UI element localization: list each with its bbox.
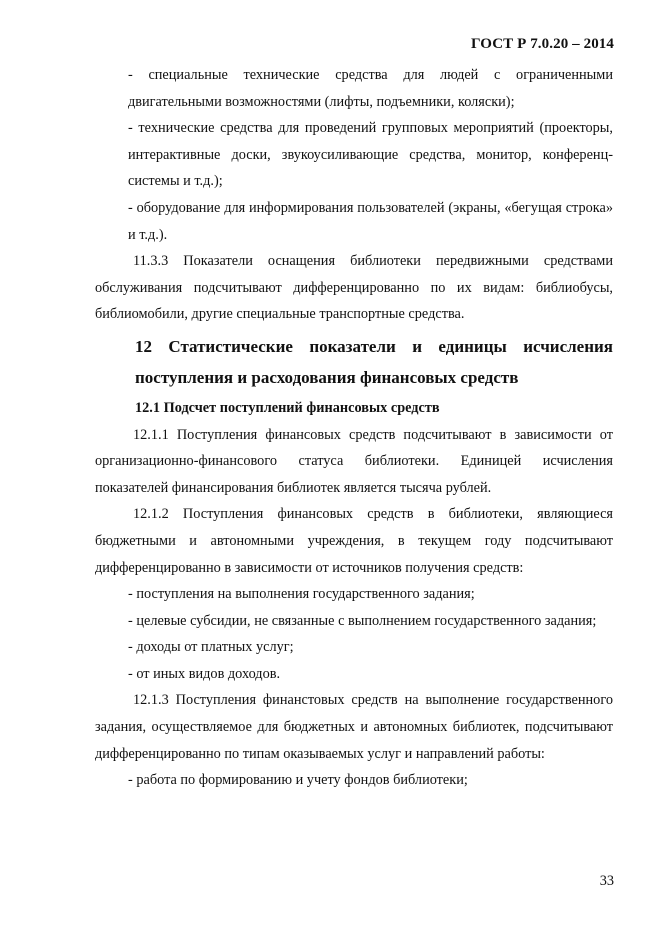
document-body [95, 62, 613, 794]
list-item-lifts: - специальные технические средства для людей с ограниченными двигательными возможностями (лифты, подъемники, коляски); [128, 67, 613, 110]
section-12-heading: 12 Статистические показатели и единицы исчисления поступления и расходования финансовых средств [135, 336, 613, 387]
paragraph-12-1-1: 12.1.1 Поступления финансовых средств подсчитывают в зависимости от организационно-финансового статуса библиотеки. Единицей исчисления показателей финансирования библиотек является тысяча рублей. [95, 426, 613, 496]
list-item-group-events: - технические средства для проведений групповых мероприятий (проекторы, интерактивные доски, звукоусиливающие средства, монитор, конференц-системы и т.д.); [128, 120, 613, 190]
section-12-1-heading: 12.1 Подсчет поступлений финансовых средств [135, 399, 440, 416]
document-header: ГОСТ Р 7.0.20 – 2014 [470, 36, 614, 52]
paragraph-12-1-3: 12.1.3 Поступления финанстовых средств на выполнение государственного задания, осуществляемое для бюджетных и автономных библиотек, подсчитывают дифференцированно по типам оказываемых услуг и направлений работы: [95, 692, 613, 762]
list-item-paid-services: - доходы от платных услуг; [128, 639, 294, 656]
list-item-state-task: - поступления на выполнения государственного задания; [128, 586, 475, 603]
list-item-information: - оборудование для информирования пользователей (экраны, «бегущая строка» и т.д.). [128, 199, 613, 243]
page-number: 33 [599, 873, 614, 889]
list-item-other-income: - от иных видов доходов. [128, 665, 281, 682]
list-item-funds-work: - работа по формированию и учету фондов библиотеки; [128, 772, 468, 789]
paragraph-12-1-2: 12.1.2 Поступления финансовых средств в библиотеки, являющиеся бюджетными и автономными учреждения, в текущем году подсчитывают дифференцированно в зависимости от источников получения средств: [95, 506, 613, 576]
paragraph-11-3-3: 11.3.3 Показатели оснащения библиотеки передвижными средствами обслуживания подсчитывают дифференцированно по их видам: библиобусы, библиомобили, другие специальные транспортные средства. [95, 253, 613, 323]
list-item-subsidies: - целевые субсидии, не связанные с выполнением государственного задания; [128, 612, 597, 629]
